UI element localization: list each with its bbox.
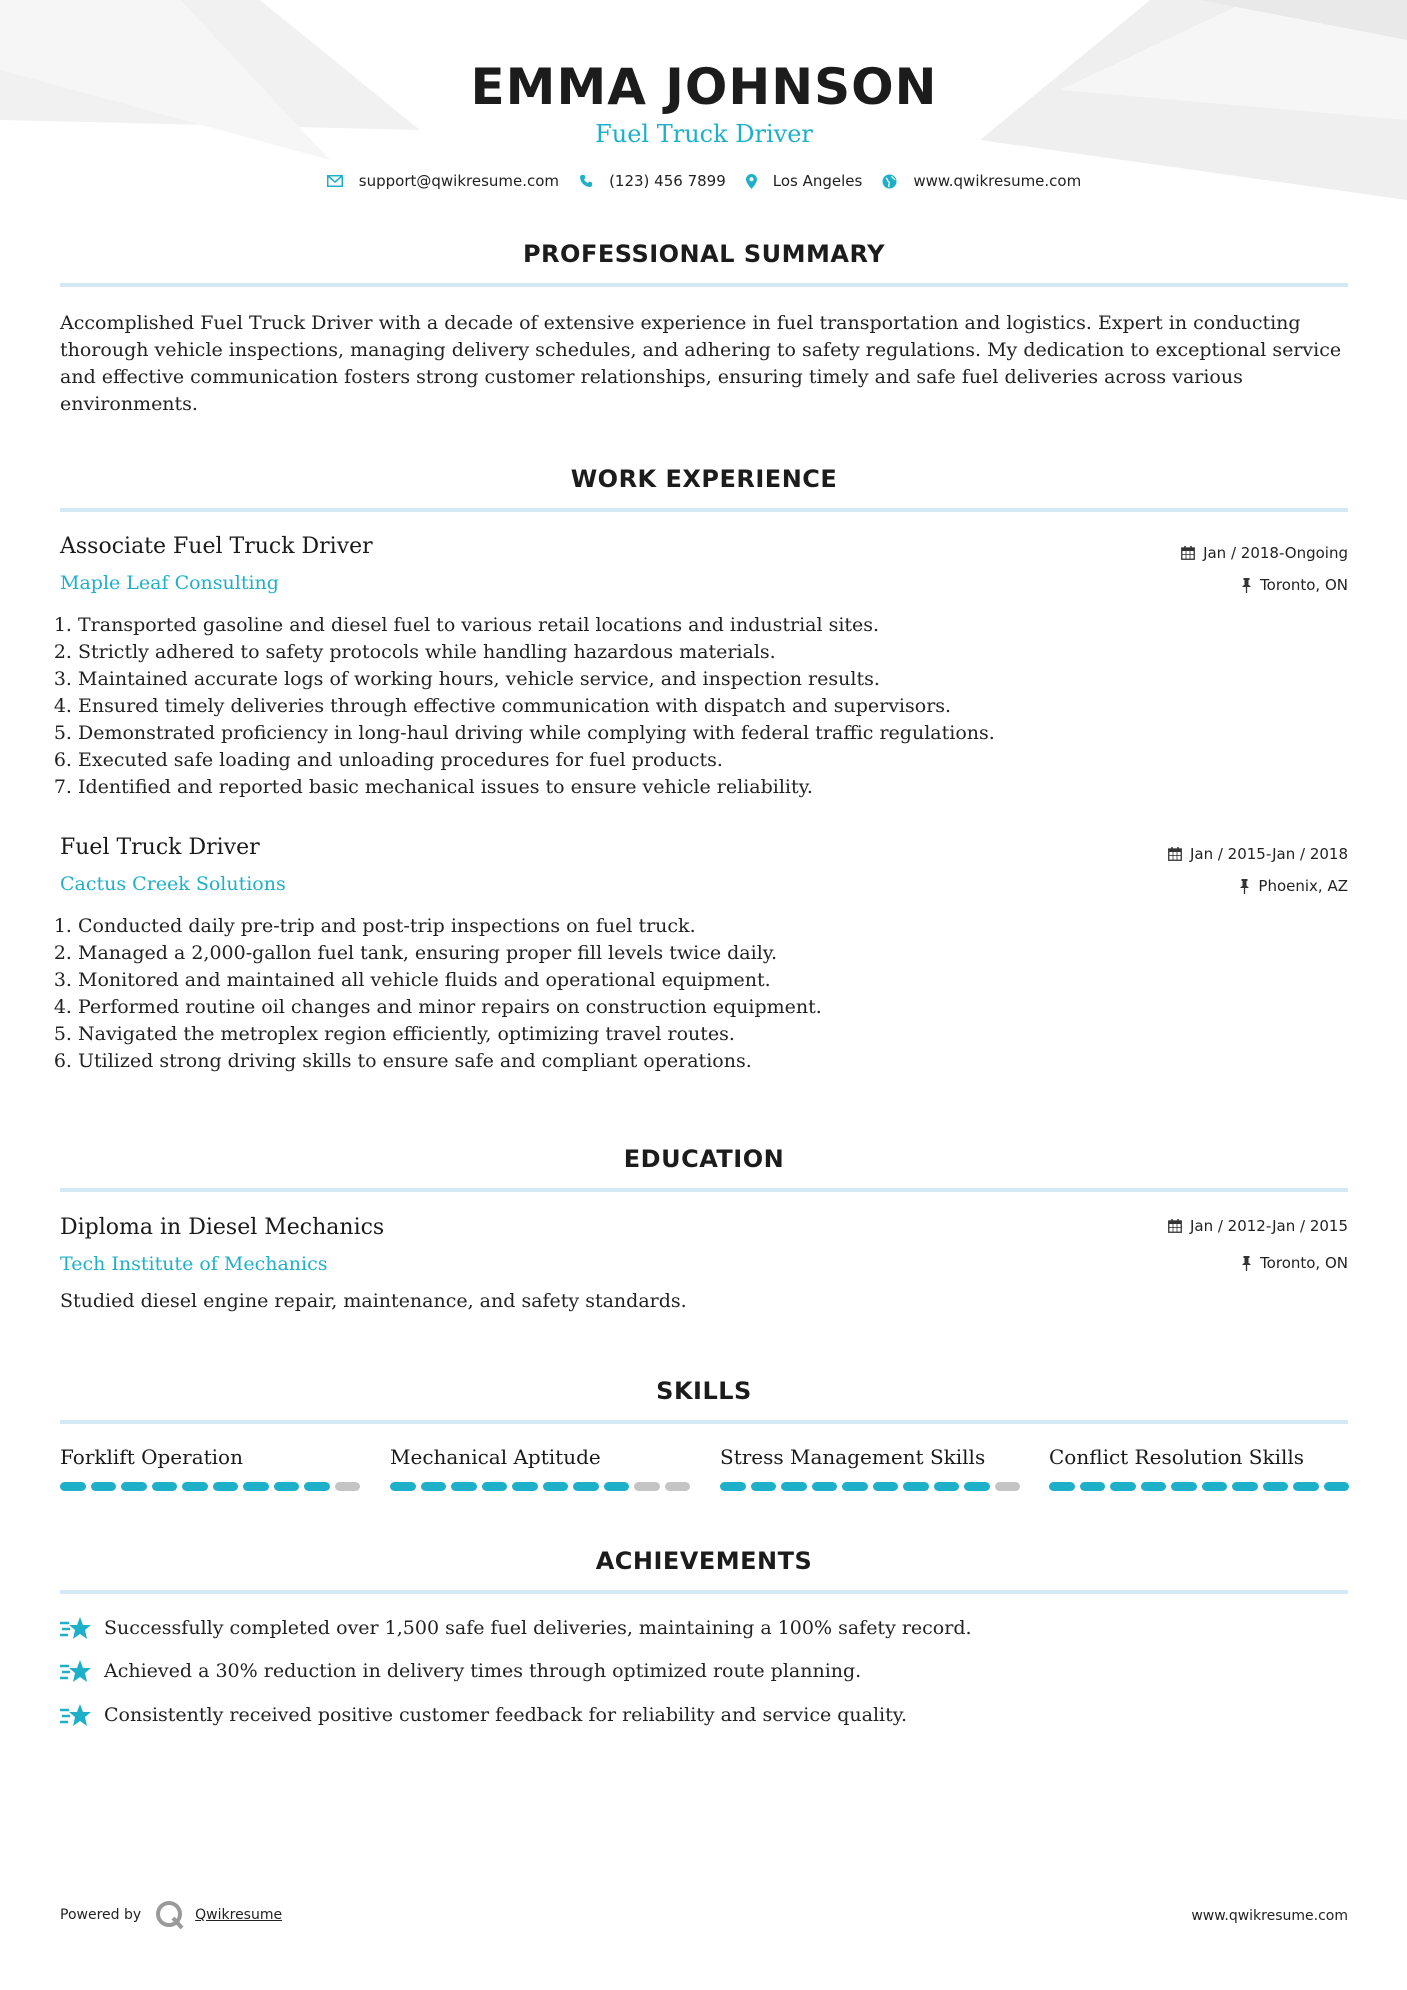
skill-segment-filled — [274, 1482, 300, 1491]
achievement-item — [60, 1614, 972, 1642]
skill-segment-filled — [1110, 1482, 1136, 1491]
skill-segment-filled — [964, 1482, 990, 1491]
skill-segment-filled — [842, 1482, 868, 1491]
skill-segment-filled — [934, 1482, 960, 1491]
duty-item: 6. Utilized strong driving skills to ensure safe and compliant operations. — [78, 1048, 1348, 1075]
skill-item — [1049, 1445, 1349, 1491]
skill-segment-filled — [812, 1482, 838, 1491]
pushpin-icon — [1239, 879, 1250, 894]
skill-segment-filled — [512, 1482, 538, 1491]
skill-name: Mechanical Aptitude — [390, 1445, 601, 1469]
education-description: Studied diesel engine repair, maintenance, and safety standards. — [60, 1290, 687, 1312]
education-dates — [1168, 1217, 1348, 1235]
envelope-icon — [327, 175, 343, 187]
education-location-text: Toronto, ON — [1260, 1254, 1348, 1272]
achievement-text: Achieved a 30% reduction in delivery times through optimized route planning. — [104, 1660, 862, 1682]
shooting-star-icon — [60, 1701, 92, 1729]
duty-item: 5. Demonstrated proficiency in long-haul driving while complying with federal traffic regulations. — [78, 720, 1348, 747]
job-duties — [60, 612, 1348, 801]
duty-item: 3. Monitored and maintained all vehicle fluids and operational equipment. — [78, 967, 1348, 994]
contact-phone[interactable] — [579, 172, 726, 190]
skill-segment-filled — [182, 1482, 208, 1491]
skill-segment-filled — [720, 1482, 746, 1491]
skill-name: Forklift Operation — [60, 1445, 243, 1469]
job-location — [1241, 576, 1348, 594]
skill-level-bar — [390, 1482, 690, 1491]
skill-segment-filled — [421, 1482, 447, 1491]
education-heading: EDUCATION — [623, 1145, 785, 1173]
skill-segment-filled — [121, 1482, 147, 1491]
job-dates-text: Jan / 2018-Ongoing — [1203, 544, 1348, 562]
email-text: support@qwikresume.com — [358, 172, 560, 190]
phone-icon — [579, 174, 593, 188]
skill-segment-filled — [390, 1482, 416, 1491]
experience-heading: WORK EXPERIENCE — [570, 465, 838, 493]
job-title: Fuel Truck Driver — [60, 835, 260, 860]
skill-segment-empty — [665, 1482, 691, 1491]
pushpin-icon — [1241, 578, 1252, 593]
shooting-star-icon — [60, 1657, 92, 1685]
phone-text: (123) 456 7899 — [609, 172, 726, 190]
skill-segment-filled — [1293, 1482, 1319, 1491]
skill-segment-filled — [543, 1482, 569, 1491]
achievement-item — [60, 1701, 907, 1729]
school-name: Tech Institute of Mechanics — [60, 1253, 328, 1275]
summary-heading: PROFESSIONAL SUMMARY — [522, 240, 886, 268]
job-title: Associate Fuel Truck Driver — [60, 534, 373, 559]
summary-divider — [60, 283, 1348, 287]
degree-title: Diploma in Diesel Mechanics — [60, 1215, 385, 1240]
achievements-divider — [60, 1590, 1348, 1594]
skill-level-bar — [1049, 1482, 1349, 1491]
skill-segment-filled — [60, 1482, 86, 1491]
skill-segment-empty — [995, 1482, 1021, 1491]
job-dates-text: Jan / 2015-Jan / 2018 — [1189, 845, 1348, 863]
skill-level-bar — [60, 1482, 360, 1491]
calendar-icon — [1168, 1219, 1182, 1233]
skill-segment-filled — [604, 1482, 630, 1491]
job-location — [1239, 877, 1348, 895]
skill-item — [720, 1445, 1020, 1491]
globe-icon — [882, 174, 897, 189]
education-divider — [60, 1188, 1348, 1192]
duty-item: 6. Executed safe loading and unloading procedures for fuel products. — [78, 747, 1348, 774]
contact-bar — [60, 172, 1348, 190]
candidate-role: Fuel Truck Driver — [595, 120, 813, 148]
duty-item: 3. Maintained accurate logs of working hours, vehicle service, and inspection results. — [78, 666, 1348, 693]
skill-segment-filled — [91, 1482, 117, 1491]
job-location-text: Phoenix, AZ — [1258, 877, 1348, 895]
skill-item — [390, 1445, 690, 1491]
achievement-item — [60, 1657, 861, 1685]
education-dates-text: Jan / 2012-Jan / 2015 — [1189, 1217, 1348, 1235]
company-name: Cactus Creek Solutions — [60, 873, 286, 895]
contact-website[interactable] — [882, 172, 1081, 190]
job-dates — [1181, 544, 1348, 562]
achievement-text: Consistently received positive customer feedback for reliability and service quality. — [104, 1704, 908, 1726]
skill-segment-filled — [573, 1482, 599, 1491]
duty-item: 7. Identified and reported basic mechanical issues to ensure vehicle reliability. — [78, 774, 1348, 801]
skill-segment-filled — [1141, 1482, 1167, 1491]
contact-location — [746, 172, 863, 190]
duty-item: 2. Managed a 2,000-gallon fuel tank, ensuring proper fill levels twice daily. — [78, 940, 1348, 967]
duty-item: 4. Performed routine oil changes and minor repairs on construction equipment. — [78, 994, 1348, 1021]
skills-divider — [60, 1420, 1348, 1424]
skill-segment-filled — [1324, 1482, 1350, 1491]
company-name: Maple Leaf Consulting — [60, 572, 279, 594]
skill-segment-empty — [335, 1482, 361, 1491]
skill-segment-filled — [482, 1482, 508, 1491]
skill-segment-filled — [751, 1482, 777, 1491]
duty-item: 1. Conducted daily pre-trip and post-trip inspections on fuel truck. — [78, 913, 1348, 940]
pushpin-icon — [1241, 1256, 1252, 1271]
duty-item: 1. Transported gasoline and diesel fuel to various retail locations and industrial sites. — [78, 612, 1348, 639]
experience-divider — [60, 508, 1348, 512]
duty-item: 4. Ensured timely deliveries through effective communication with dispatch and supervisors. — [78, 693, 1348, 720]
candidate-name: EMMA JOHNSON — [470, 58, 938, 116]
footer-powered-by — [60, 1900, 282, 1930]
footer-website[interactable]: www.qwikresume.com — [1191, 1908, 1348, 1924]
skills-heading: SKILLS — [656, 1377, 752, 1405]
skill-segment-filled — [1171, 1482, 1197, 1491]
skill-segment-filled — [1232, 1482, 1258, 1491]
calendar-icon — [1168, 847, 1182, 861]
duty-item: 2. Strictly adhered to safety protocols while handling hazardous materials. — [78, 639, 1348, 666]
skill-segment-filled — [873, 1482, 899, 1491]
skill-segment-filled — [1263, 1482, 1289, 1491]
skill-segment-filled — [1202, 1482, 1228, 1491]
skill-segment-filled — [304, 1482, 330, 1491]
contact-email[interactable] — [327, 172, 559, 190]
qwikresume-logo-icon — [155, 1900, 185, 1930]
calendar-icon — [1181, 546, 1195, 560]
education-location — [1241, 1254, 1348, 1272]
summary-text: Accomplished Fuel Truck Driver with a decade of extensive experience in fuel transportation and logistics. Expert in conducting thorough vehicle inspections, managing delivery schedules, and adhering to safety regulations. My dedication to exceptional service and effective communication fosters strong customer relationships, ensuring timely and safe fuel deliveries across various environments. — [60, 312, 1342, 415]
brand-link[interactable]: Qwikresume — [195, 1907, 283, 1923]
skill-segment-filled — [781, 1482, 807, 1491]
skill-name: Stress Management Skills — [720, 1445, 986, 1469]
shooting-star-icon — [60, 1614, 92, 1642]
job-dates — [1168, 845, 1348, 863]
website-text: www.qwikresume.com — [913, 172, 1082, 190]
skill-segment-filled — [243, 1482, 269, 1491]
job-location-text: Toronto, ON — [1260, 576, 1348, 594]
powered-by-text: Powered by — [60, 1907, 142, 1923]
job-duties — [60, 913, 1348, 1075]
skill-segment-filled — [213, 1482, 239, 1491]
duty-item: 5. Navigated the metroplex region efficiently, optimizing travel routes. — [78, 1021, 1348, 1048]
skill-segment-filled — [1049, 1482, 1075, 1491]
skill-segment-empty — [634, 1482, 660, 1491]
skill-segment-filled — [451, 1482, 477, 1491]
location-text: Los Angeles — [772, 172, 863, 190]
skill-segment-filled — [1080, 1482, 1106, 1491]
skill-level-bar — [720, 1482, 1020, 1491]
skill-name: Conflict Resolution Skills — [1049, 1445, 1305, 1469]
skill-item — [60, 1445, 360, 1491]
skill-segment-filled — [903, 1482, 929, 1491]
skill-segment-filled — [152, 1482, 178, 1491]
map-pin-icon — [746, 174, 757, 189]
achievements-heading: ACHIEVEMENTS — [595, 1547, 813, 1575]
achievement-text: Successfully completed over 1,500 safe fuel deliveries, maintaining a 100% safety record. — [104, 1617, 972, 1639]
